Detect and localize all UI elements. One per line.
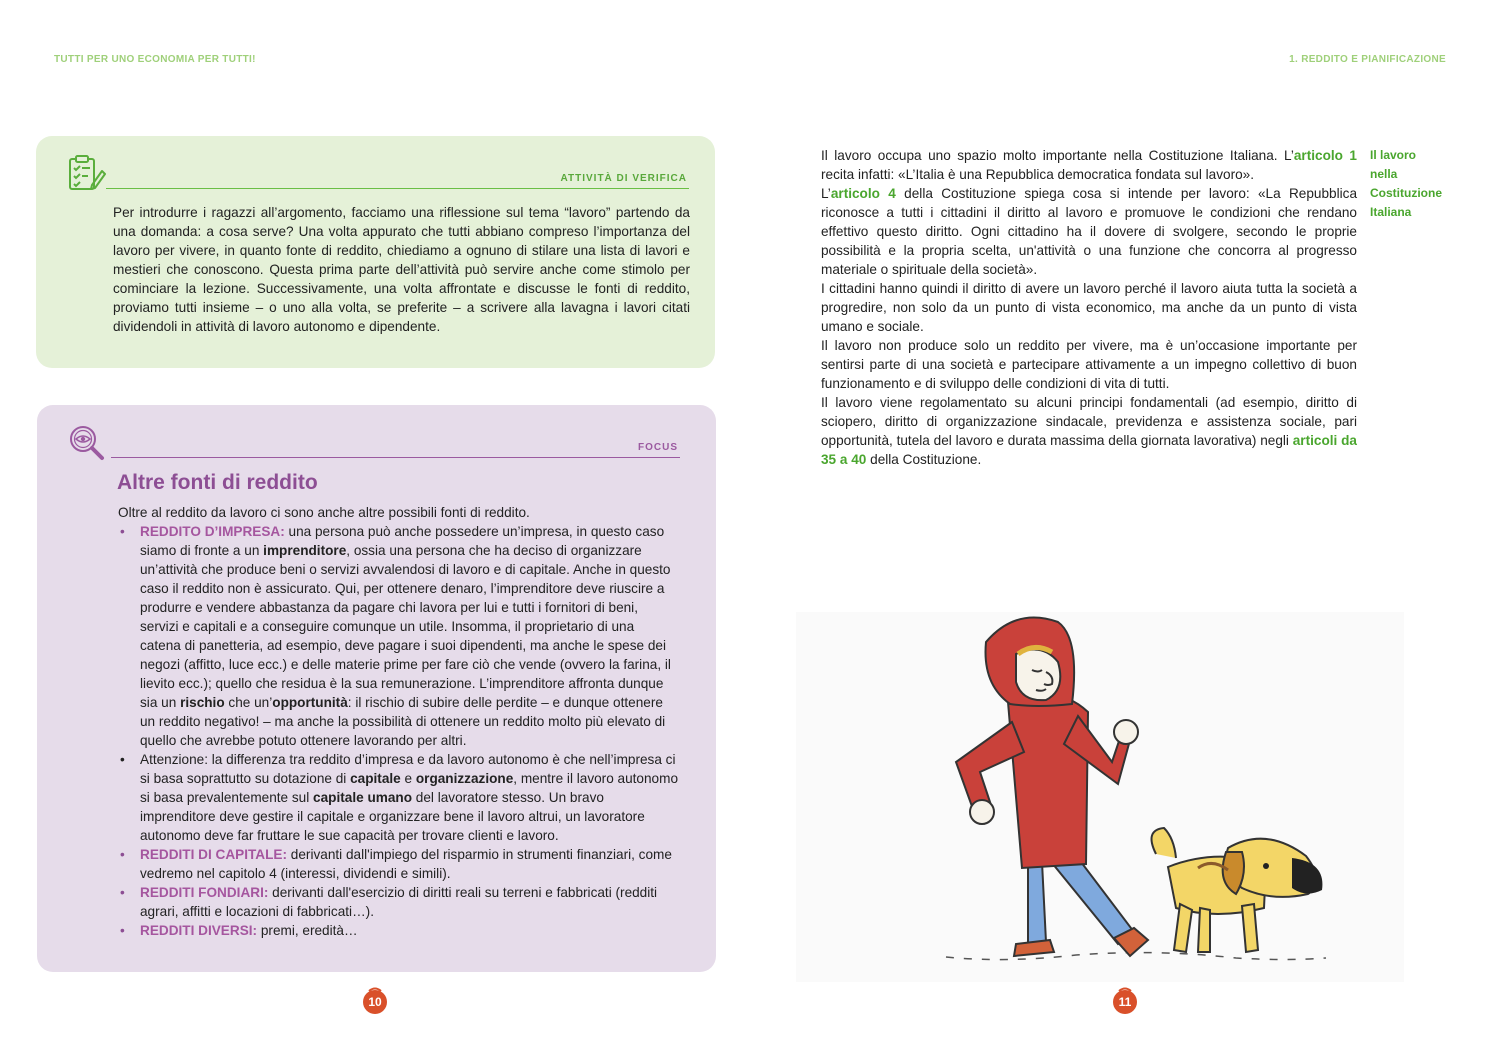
page-number-right <box>1111 986 1139 1016</box>
running-head-left: TUTTI PER UNO ECONOMIA PER TUTTI! <box>54 54 256 65</box>
activity-box <box>36 136 715 368</box>
item-bold: capitale umano <box>313 790 413 805</box>
item-text: premi, eredità… <box>257 923 358 938</box>
page-number-text: 10 <box>368 995 382 1009</box>
item-bold: rischio <box>180 695 225 710</box>
item-bold: organizzazione <box>415 771 514 786</box>
activity-body: Per introdurre i ragazzi all’argomento, facciamo una riflessione sul tema “lavoro” partendo da una domanda: a cosa serve? Una volta appurato che tutti abbiano compreso l’importanza del lavoro per vivere, in quanto fonte di reddito, chiediamo a ognuno di stilare una lista di lavori e mestieri che conoscono. Questa prima parte dell’attività può servire anche come stimolo per cominciare la lezione. Successivamente, una volta affrontate e discusse le fonti di reddito, proviamo tutti insieme – o uno alla volta, se preferite – a scrivere alla lavagna i lavori citati dividendoli in attività di lavoro autonomo e dipendente. <box>113 205 690 334</box>
focus-title: Altre fonti di reddito <box>117 471 318 494</box>
side-note-line: Italiana <box>1370 205 1412 219</box>
item-text: del lavoratore stesso. Un bravo imprenditore deve gestire il capitale e organizzare bene il lavoro altrui, un lavoratore autonomo deve far fruttare le sue capacità per trovare clienti e lavoro. <box>140 790 645 843</box>
item-text: Attenzione: la differenza tra reddito d’impresa e da lavoro autonomo è che nell’impresa ci si basa soprattutto su dotazione di <box>140 752 676 786</box>
activity-divider <box>106 188 689 189</box>
page-number-left <box>361 986 389 1016</box>
side-note <box>1370 146 1450 222</box>
item-text: una persona può anche possedere un’impresa, in questo caso siamo di fronte a un <box>140 524 665 558</box>
checklist-icon <box>66 153 106 193</box>
item-text: e <box>400 771 416 786</box>
articles-35-40-ref: articoli da 35 a 40 <box>821 433 1357 467</box>
list-item-redditi-diversi <box>118 921 678 940</box>
list-item-redditi-fondiari <box>118 883 678 921</box>
text: della Costituzione. <box>866 452 982 467</box>
item-text: che un’ <box>224 695 273 710</box>
item-label: REDDITI DI CAPITALE: <box>140 847 288 862</box>
main-text <box>821 146 1357 469</box>
item-text: derivanti dall'impiego del risparmio in strumenti finanziari, come vedremo nel capitolo 4 (interessi, dividendi e simili). <box>140 847 672 881</box>
item-text: : il rischio di subire delle perdite – e dunque ottenere un reddito negativo! – ma anche la possibilità di ottenere un reddito molto più elevato di quello che avrebbe potuto ottenere lavorando per altri. <box>140 695 666 748</box>
item-label: REDDITO D’IMPRESA: <box>140 524 285 539</box>
text: recita infatti: «L’Italia è una Repubblica democratica fondata sul lavoro». <box>821 167 1254 182</box>
list-item-reddito-impresa <box>118 522 678 750</box>
article-4-ref: articolo 4 <box>830 186 896 201</box>
item-bold: capitale <box>350 771 401 786</box>
text: Il lavoro occupa uno spazio molto importante nella Costituzione Italiana. L’ <box>821 148 1294 163</box>
item-bold: imprenditore <box>263 543 347 558</box>
magnifier-eye-icon <box>67 423 107 463</box>
list-item-redditi-capitale <box>118 845 678 883</box>
item-text: , ossia una persona che ha deciso di organizzare un’attività che produce beni o servizi avvalendosi di lavoro e di capitale. Anche in questo caso il reddito non è assicurato. Qui, per ottenere denaro, l’imprenditore deve riuscire a produrre e vendere abbastanza da pagare chi lavora per lui e tutti i fornitori di beni, servizi e capitali e a conseguire comunque un utile. Insomma, il proprietario di una catena di panetteria, ad esempio, deve pagare i suoi dipendenti, ma anche le spese dei negozi (affitto, luce ecc.) e delle materie prime per fare ciò che vende (ovvero la farina, il lievito ecc.); quello che residua è la sua remunerazione. L’imprenditore affronta dunque sia un <box>140 543 671 710</box>
focus-divider <box>111 457 680 458</box>
paragraph-3: I cittadini hanno quindi il diritto di avere un lavoro perché il lavoro aiuta tutta la società a progredire, non solo da un punto di vista economico, ma anche da un punto di vista umano e sociale. <box>821 281 1357 334</box>
paragraph-2 <box>821 184 1357 279</box>
list-item-attenzione <box>118 750 678 845</box>
side-note-line: Costituzione <box>1370 186 1442 200</box>
focus-content <box>118 503 678 940</box>
item-text: derivanti dall'esercizio di diritti reali su terreni e fabbricati (redditi agrari, affitti e locazioni di fabbricati…). <box>140 885 658 919</box>
page-number-text: 11 <box>1118 995 1132 1009</box>
text: Il lavoro viene regolamentato su alcuni principi fondamentali (ad esempio, diritto di sciopero, diritto di organizzazione sindacale, previdenza e assistenza sociale, pari opportunità, tutela del lavoro e durata massima della giornata lavorativa) negli <box>821 395 1357 448</box>
paragraph-4: Il lavoro non produce solo un reddito per vivere, ma è un’occasione importante per sentirsi parte di una società e partecipare attivamente a un impegno collettivo di buon funzionamento e di sviluppo delle condizioni di vita di tutti. <box>821 338 1357 391</box>
focus-intro: Oltre al reddito da lavoro ci sono anche altre possibili fonti di reddito. <box>118 505 530 520</box>
activity-tag: ATTIVITÀ DI VERIFICA <box>560 173 687 184</box>
item-text: , mentre il lavoro autonomo si basa prevalentemente sul <box>140 771 678 805</box>
side-note-line: Il lavoro <box>1370 148 1417 162</box>
focus-box <box>37 405 716 972</box>
item-bold: opportunità <box>272 695 348 710</box>
article-1-ref: articolo 1 <box>1293 148 1357 163</box>
text: L’ <box>821 186 831 201</box>
item-label: REDDITI FONDIARI: <box>140 885 269 900</box>
item-label: REDDITI DIVERSI: <box>140 923 258 938</box>
side-note-line: nella <box>1370 167 1398 181</box>
focus-tag: FOCUS <box>638 442 678 453</box>
focus-list <box>118 522 678 940</box>
text: della Costituzione spiega cosa si intende per lavoro: «La Repubblica riconosce a tutti i cittadini il diritto al lavoro e promuove le condizioni che rendano effettivo questo diritto. Ogni cittadino ha il dovere di svolgere, secondo le proprie possibilità e la propria scelta, un'attività o una funzione che concorra al progresso materiale o spirituale della società». <box>821 186 1358 277</box>
boy-and-dog-illustration <box>796 612 1404 982</box>
paragraph-1 <box>821 146 1357 184</box>
running-head-right: 1. REDDITO E PIANIFICAZIONE <box>1289 54 1446 65</box>
paragraph-5 <box>821 393 1357 469</box>
